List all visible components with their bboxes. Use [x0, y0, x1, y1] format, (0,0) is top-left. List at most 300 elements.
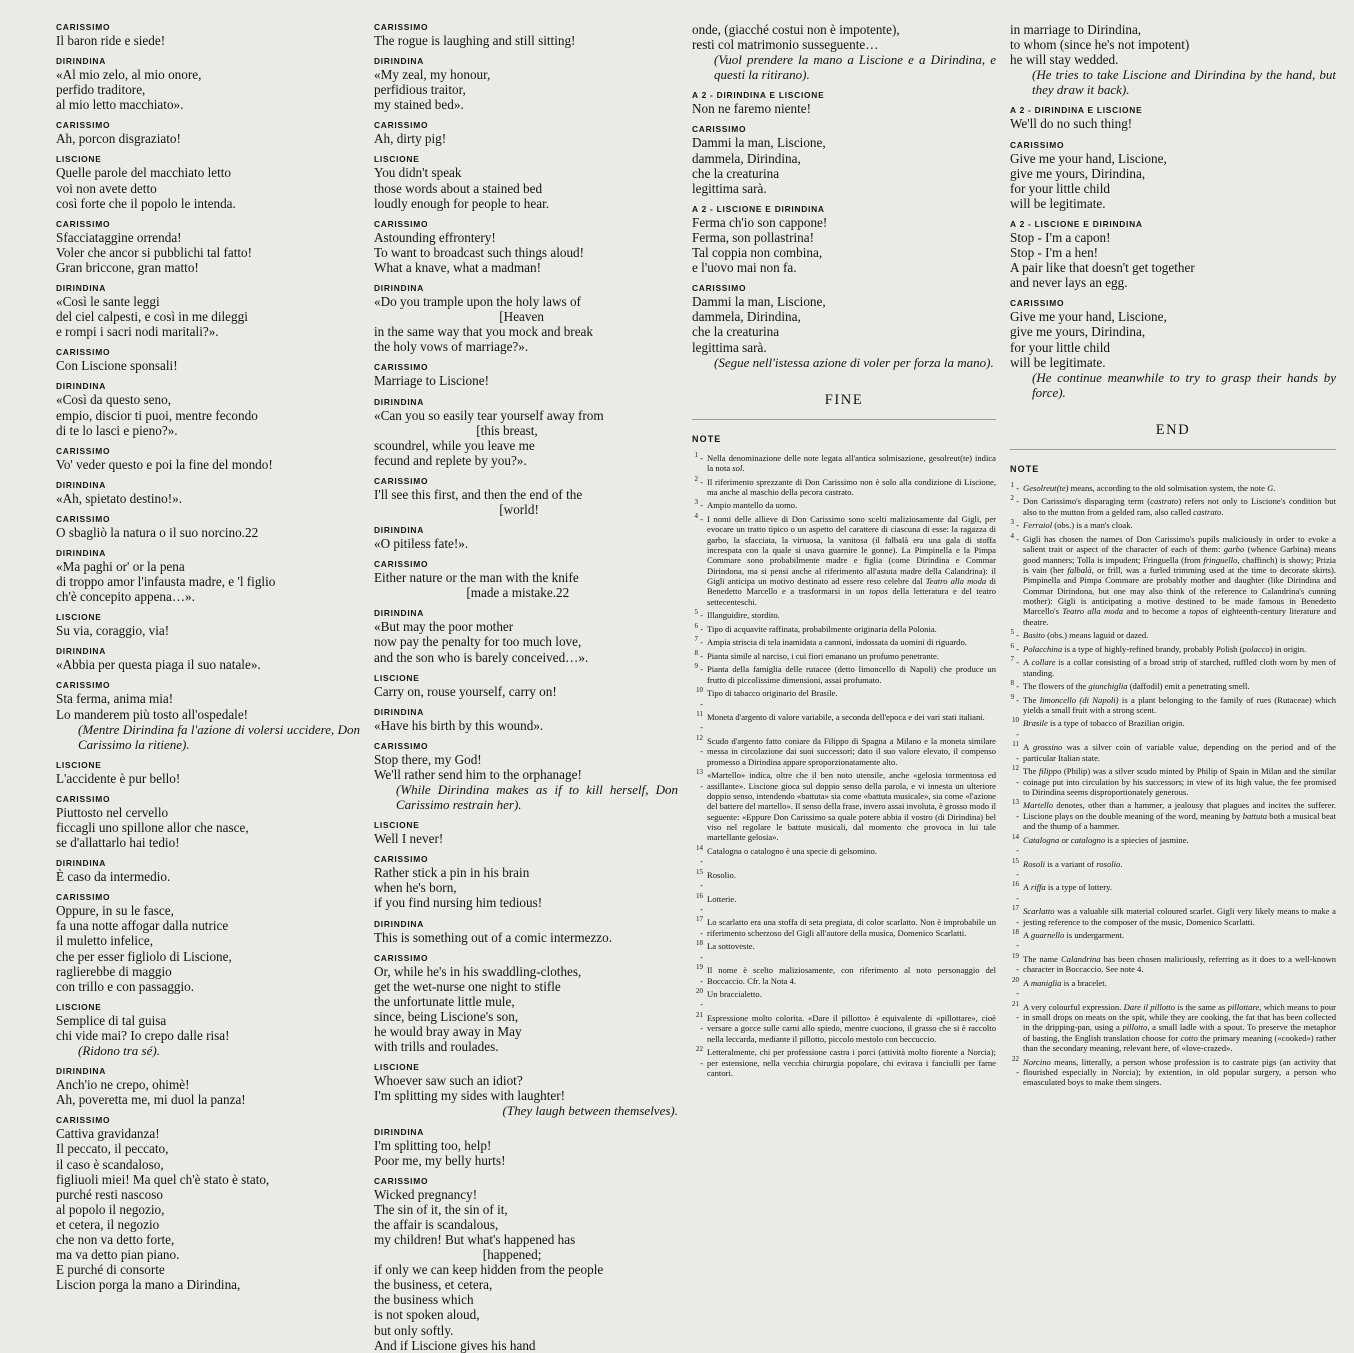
footnote-number: $^{15}$ -	[696, 867, 703, 891]
speech-block	[56, 381, 360, 437]
footnote-text: Pianta simile al narciso, i cui fiori emanano un profumo penetrante.	[707, 650, 939, 661]
footnote-text: Tipo di tabacco originario del Brasile.	[707, 688, 838, 699]
verse-line: empio, discior ti puoi, mentre fecondo	[56, 407, 258, 423]
speech-block	[374, 1062, 678, 1103]
footnote-number: $^{19}$ -	[1012, 952, 1019, 975]
verse-line: A pair like that doesn't get together	[1010, 260, 1195, 276]
verse-line: [world!	[374, 501, 539, 517]
verse-line: voi non avete detto	[56, 180, 157, 196]
verse-line: «O pitiless fate!».	[374, 536, 469, 552]
verse-line: Quelle parole del macchiato letto	[56, 165, 232, 181]
footnote-number: $^{20}$ -	[696, 987, 703, 1010]
footnote-item	[1010, 906, 1336, 927]
column-english-text	[374, 22, 692, 1353]
verse-line: since, being Liscione's son,	[374, 1008, 519, 1024]
speaker-label: CARISSIMO	[374, 22, 429, 32]
footnote-text: «Martello» indica, oltre che il ben noto utensile, anche «gelosia tormentosa ed assillante». Liscione gioca sul doppio senso della parola, e vi innesta un ulteriore doppio senso, intendendo «battuta» sia come «battuta musicale», sia come «l'azione del battere del martello». Il senso della frase, invero assai involuta, è grosso modo il seguente: «Eppure Don Carissimo sa quale potere abbia il vostro (di Dirindina) bel viso nel regolare le battute musicali, dal momento che provoca in lui tale martellante gelosia».	[707, 770, 997, 843]
footnote-number: $^3$ -	[1010, 518, 1019, 531]
footnote-item	[1010, 718, 1336, 739]
footnote-number: $^{18}$ -	[696, 939, 703, 962]
verse-line: di te lo lasci e pieno?».	[56, 422, 178, 438]
footnote-item	[1010, 930, 1336, 951]
verse-line: Sta ferma, anima mia!	[56, 691, 174, 707]
footnote-text: A very colourful expression. Dare il pillotto is the same as pillottare, which means to pour in small drops on meats on the spit, while they are cooking, the fat that has been collected in the dripping-pan, using a pillotto, a small ladle with a spout. To preserve the metaphor of basting, the English translation choose for cotto the primary meaning («cooked») rather than the secondary meaning, relevant here, of «love-crazed».	[1023, 1001, 1337, 1054]
speaker-label: DIRINDINA	[374, 56, 425, 67]
footnote-item	[1010, 882, 1336, 903]
speech-block	[692, 22, 996, 52]
stage-direction: (Mentre Dirindina fa l'azione di volersi uccidere, Don Carissimo la ritiene).	[78, 721, 364, 752]
footnote-number: $^{15}$ -	[1012, 856, 1019, 879]
footnote-text: Il riferimento sprezzante di Don Carissimo non è solo alla condizione di Liscione, ma anche al maschio della pecora castrato.	[707, 476, 996, 497]
footnote-number: $^{14}$ -	[1012, 832, 1019, 855]
footnote-number: $^8$ -	[1010, 679, 1019, 692]
footnote-item	[692, 941, 996, 962]
verse-line: Dammi la man, Liscione,	[692, 135, 826, 151]
footnote-item	[1010, 766, 1336, 797]
footnote-number: $^{21}$ -	[1012, 999, 1019, 1023]
footnote-text: Scarlatto was a valuable silk material coloured scarlet. Gigli very likely means to make a jesting reference to the composer of the music, Domenico Scarlatti.	[1023, 906, 1336, 927]
speaker-label: DIRINDINA	[56, 858, 107, 869]
verse-line: Poor me, my belly hurts!	[374, 1152, 506, 1168]
verse-line: Vo' veder questo e poi la fine del mondo!	[56, 456, 273, 472]
italian-notes-heading: NOTE	[692, 433, 722, 444]
footnote-number: $^{17}$ -	[1012, 904, 1019, 927]
speech-block	[374, 362, 678, 388]
verse-line: What a knave, what a madman!	[374, 259, 541, 275]
speaker-label: DIRINDINA	[374, 608, 425, 619]
verse-line: Anch'io ne crepo, ohimè!	[56, 1077, 190, 1093]
footnote-item	[1010, 1054, 1336, 1088]
footnote-number: $^{13}$ -	[696, 768, 703, 791]
verse-line: Wicked pregnancy!	[374, 1186, 478, 1202]
speaker-label: DIRINDINA	[56, 283, 107, 294]
verse-line: if only we can keep hidden from the people	[374, 1262, 604, 1278]
column-italian-text	[56, 22, 374, 1337]
footnote-item	[1010, 657, 1336, 678]
verse-line: e l'uovo mai non fa.	[692, 260, 797, 276]
verse-line: Carry on, rouse yourself, carry on!	[374, 683, 557, 699]
footnote-number: $^5$ -	[694, 608, 703, 621]
speaker-label: CARISSIMO	[374, 1175, 429, 1186]
footnote-item	[692, 637, 996, 647]
speech-block	[56, 892, 360, 994]
footnote-item	[1010, 999, 1337, 1054]
speaker-label: CARISSIMO	[374, 854, 429, 865]
footnote-text: Rosolio.	[707, 869, 736, 880]
footnote-text: Moneta d'argento di valore variabile, a seconda dell'epoca e dei vari stati italiani.	[707, 712, 985, 723]
speaker-label: DIRINDINA	[56, 547, 107, 558]
verse-line: Sfacciataggine orrenda!	[56, 229, 182, 245]
speech-block	[56, 646, 360, 672]
speech-block	[374, 820, 678, 846]
speaker-label: CARISSIMO	[374, 952, 429, 963]
footnote-text: The flowers of the giunchiglia (daffodil) emit a penetrating smell.	[1023, 681, 1250, 692]
verse-line: I'll see this first, and then the end of the	[374, 486, 583, 502]
verse-line: Ah, dirty pig!	[374, 131, 447, 147]
footnote-number: $^2$ -	[1010, 494, 1019, 507]
verse-line: Non ne faremo niente!	[692, 101, 812, 117]
verse-line: dammela, Dirindina,	[692, 150, 801, 166]
verse-line: Well I never!	[374, 831, 444, 847]
footnote-number: $^4$ -	[1010, 531, 1019, 544]
speech-block	[374, 120, 678, 146]
speaker-label: CARISSIMO	[374, 740, 429, 751]
speaker-label: CARISSIMO	[56, 445, 111, 456]
speech-block	[56, 858, 360, 884]
footnote-number: $^{20}$ -	[1012, 976, 1019, 999]
verse-line: will be legitimate.	[1010, 354, 1106, 370]
speaker-label: LISCIONE	[374, 154, 420, 165]
speaker-label: DIRINDINA	[374, 1126, 425, 1137]
speaker-label: DIRINDINA	[374, 525, 425, 536]
stage-direction-block	[1010, 369, 1340, 400]
verse-line: when he's born,	[374, 880, 457, 896]
verse-line: for your little child	[1010, 180, 1110, 196]
speaker-label: LISCIONE	[56, 154, 102, 165]
speech-block	[374, 919, 678, 945]
footnote-text: Catalogna or catalogno is a spiecies of jasmine.	[1023, 834, 1189, 845]
speech-block	[374, 559, 678, 600]
verse-line: di troppo amor l'infausta madre, e 'l figlio	[56, 574, 276, 590]
footnote-text: Rosoli is a variant of rosolio.	[1023, 858, 1123, 869]
footnote-text: Ampia striscia di tela inamidata a cannoni, indossata da uomini di riguardo.	[707, 637, 967, 648]
footnote-text: Scudo d'argento fatto coniare da Filippo di Spagna a Milano e la moneta similare messa in circolazione dai suoi successori; dato il suo valore elevato, il compenso promesso a Dirindina appare sproporzionatamente alto.	[707, 736, 996, 767]
speaker-label: CARISSIMO	[692, 124, 747, 135]
verse-line: et cetera, il negozio	[56, 1216, 160, 1232]
verse-line: I'm splitting too, help!	[374, 1137, 492, 1153]
footnote-text: Lotterie.	[707, 893, 737, 904]
speech-block	[1010, 298, 1336, 369]
verse-line: Ferma, son pollastrina!	[692, 229, 814, 245]
speech-block	[374, 56, 678, 112]
verse-line: This is something out of a comic intermezzo.	[374, 929, 613, 945]
stage-direction-block	[692, 355, 996, 370]
speech-block	[1010, 219, 1336, 290]
verse-line: Stop - I'm a hen!	[1010, 245, 1099, 261]
verse-line: così forte che il popolo le intenda.	[56, 195, 236, 211]
speaker-label: CARISSIMO	[56, 680, 111, 691]
verse-line: scoundrel, while you leave me	[374, 437, 535, 453]
speech-block	[374, 673, 678, 699]
footnote-number: $^9$ -	[694, 662, 703, 675]
verse-line: del ciel calpesti, e così in me dileggi	[56, 309, 248, 325]
footnote-number: $^{16}$ -	[696, 891, 703, 914]
speaker-label: CARISSIMO	[374, 362, 429, 373]
verse-line: «Ma paghi or' or la pena	[56, 558, 185, 574]
footnote-number: $^{21}$ -	[696, 1011, 703, 1034]
verse-line: legittima sarà.	[692, 180, 767, 196]
speaker-label: CARISSIMO	[56, 22, 111, 32]
verse-line: dammela, Dirindina,	[692, 309, 801, 325]
speech-block	[56, 760, 360, 786]
footnote-item	[1010, 520, 1336, 530]
footnote-text: Norcino means, litterally, a person whose profession is to castrate pigs (an activity that flourished especially in Norcia); by extention, in old popular surgery, a person who emasculated boys to make them singers.	[1023, 1056, 1336, 1088]
verse-line: Con Liscione sponsali!	[56, 358, 178, 374]
verse-line: Oppure, in su le fasce,	[56, 903, 174, 919]
footnote-text: The limoncello (di Napoli) is a plant belonging to the family of rues (Rutaceae) which yields a small fruit with a strong scent.	[1023, 694, 1336, 715]
stage-direction: (Ridono tra sé).	[78, 1043, 160, 1059]
verse-line: will be legitimate.	[1010, 195, 1106, 211]
english-dialogue	[374, 22, 682, 1353]
verse-line: «Così da questo seno,	[56, 392, 172, 408]
speaker-label: LISCIONE	[56, 612, 102, 623]
footnote-number: $^5$ -	[1010, 628, 1019, 641]
verse-line: [happened;	[374, 1247, 542, 1263]
verse-line: legittima sarà.	[692, 339, 767, 355]
footnote-text: Martello denotes, other than a hammer, a jealousy that plagues and incites the sufferer. Liscione plays on the double meaning of the word, meaning by battuta both a musical beat and the thump of a hammer.	[1023, 800, 1336, 832]
footnote-item	[1010, 954, 1336, 975]
english-notes-list	[1010, 483, 1336, 1088]
speaker-label: DIRINDINA	[374, 918, 425, 929]
speaker-label: CARISSIMO	[56, 793, 111, 804]
verse-line: fecund and replete by you?».	[374, 452, 527, 468]
verse-line: Marriage to Liscione!	[374, 373, 489, 389]
speech-block	[374, 741, 678, 782]
footnote-item	[692, 1047, 996, 1078]
footnote-number: $^{19}$ -	[696, 963, 703, 986]
footnote-item	[1010, 856, 1336, 880]
verse-line: my stained bed».	[374, 97, 464, 113]
verse-line: the business which	[374, 1292, 474, 1308]
stage-direction: (Vuol prendere la mano a Liscione e a Dirindina, e questi la ritirano).	[714, 52, 1000, 83]
verse-line: «Abbia per questa piaga il suo natale».	[56, 657, 261, 673]
footnote-number: $^{17}$ -	[696, 915, 703, 938]
speech-block	[374, 283, 678, 354]
footnote-text: Basito (obs.) means laguid or dazed.	[1023, 630, 1149, 641]
speaker-label: LISCIONE	[374, 820, 420, 831]
verse-line: The sin of it, the sin of it,	[374, 1201, 508, 1217]
footnote-number: $^{10}$ -	[696, 686, 703, 709]
verse-line: raglierebbe di maggio	[56, 963, 172, 979]
verse-line: but only softly.	[374, 1322, 454, 1338]
footnote-item	[692, 867, 996, 891]
footnote-item	[1010, 832, 1336, 856]
footnote-item	[1010, 630, 1336, 640]
speaker-label: A 2 - DIRINDINA E LISCIONE	[1010, 105, 1143, 116]
verse-line: perfido traditore,	[56, 82, 146, 98]
stage-direction: (While Dirindina makes as if to kill herself, Don Carissimo restrain her).	[396, 782, 682, 813]
footnote-text: Brasile is a type of tobacco of Brazilian origin.	[1023, 718, 1185, 729]
footnote-text: A guarnello is undergarment.	[1023, 930, 1125, 941]
speech-block	[56, 514, 360, 540]
speech-block	[374, 1176, 678, 1353]
verse-line: is not spoken aloud,	[374, 1307, 480, 1323]
speech-block	[692, 204, 996, 275]
footnote-item	[692, 965, 996, 986]
footnote-item	[1010, 692, 1336, 716]
speaker-label: CARISSIMO	[1010, 139, 1065, 150]
verse-line: Ah, poveretta me, mi duol la panza!	[56, 1092, 246, 1108]
footnote-number: $^9$ -	[1010, 692, 1019, 705]
verse-line: «Al mio zelo, al mio onore,	[56, 67, 202, 83]
verse-line: for your little child	[1010, 339, 1110, 355]
speech-block	[374, 397, 678, 468]
footnote-number: $^{16}$ -	[1012, 880, 1019, 903]
verse-line: «Ah, spietato destino!».	[56, 490, 182, 506]
footnote-item	[692, 989, 996, 1010]
verse-line: those words about a stained bed	[374, 180, 543, 196]
speech-block	[56, 283, 360, 339]
footnote-number: $^1$ -	[1010, 481, 1019, 493]
speech-block	[56, 1066, 360, 1107]
verse-line: Stop there, my God!	[374, 751, 482, 767]
speech-block	[56, 347, 360, 373]
footnote-text: Nella denominazione delle note legata all'antica solmisazione, gesolreut(te) indica la nota sol.	[707, 452, 996, 474]
verse-line: Lo manderem più tosto all'ospedale!	[56, 706, 249, 722]
speech-block	[374, 1127, 678, 1168]
speaker-label: DIRINDINA	[56, 56, 107, 67]
footnote-item	[692, 450, 996, 474]
speaker-label: LISCIONE	[56, 1001, 102, 1012]
speaker-label: CARISSIMO	[374, 475, 429, 486]
verse-line: The rogue is laughing and still sitting!	[374, 33, 576, 48]
speaker-label: CARISSIMO	[374, 218, 429, 229]
speech-block	[1010, 105, 1336, 131]
footnote-item	[692, 917, 996, 938]
speech-block	[1010, 22, 1336, 67]
verse-line: and the son who is barely conceived…».	[374, 649, 589, 665]
verse-line: Liscion porga la mano a Dirindina,	[56, 1277, 241, 1293]
footnote-number: $^4$ -	[694, 512, 703, 524]
speech-block	[56, 22, 360, 48]
footnote-text: The filippo (Philip) was a silver scudo minted by Philip of Spain in Milan and the similar coinage put into circulation by his successors; in view of its high value, the fee promised to Dirindina seems disproportionately generous.	[1023, 766, 1336, 797]
footnote-number: $^6$ -	[1010, 641, 1019, 654]
column-italian-notes	[692, 22, 1010, 1337]
verse-line: Ferma ch'io son cappone!	[692, 214, 828, 230]
footnote-text: Tipo di acquavite raffinata, probabilmente originaria della Polonia.	[707, 623, 937, 634]
verse-line: «My zeal, my honour,	[374, 67, 491, 83]
footnote-item	[1010, 496, 1336, 517]
verse-line: my children! But what's happened has	[374, 1231, 576, 1247]
speech-block	[374, 154, 678, 210]
footnote-item	[692, 621, 996, 634]
footnote-item	[692, 843, 996, 867]
speaker-label: DIRINDINA	[374, 706, 425, 717]
footnote-item	[692, 688, 996, 709]
footnote-item	[1010, 483, 1336, 493]
footnote-item	[692, 664, 996, 685]
footnote-text: A riffa is a type of lottery.	[1023, 882, 1112, 893]
footnote-item	[692, 736, 996, 767]
footnote-number: $^{12}$ -	[696, 734, 703, 757]
footnote-text: A grossino was a silver coin of variable value, depending on the period and of the particular Italian state.	[1023, 742, 1336, 763]
verse-line: Ah, porcon disgraziato!	[56, 131, 181, 147]
speech-block	[374, 608, 678, 664]
footnote-text: Ferraiol (obs.) is a man's cloak.	[1023, 520, 1133, 531]
stage-direction-block	[56, 721, 364, 752]
verse-line: Dammi la man, Liscione,	[692, 294, 826, 310]
footnote-text: La sottoveste.	[707, 941, 755, 952]
footnote-item	[692, 648, 996, 661]
italian-end-word: FINE	[824, 391, 864, 408]
italian-dialogue	[56, 22, 364, 1293]
footnote-number: $^{22}$ -	[696, 1045, 703, 1068]
speech-block	[56, 548, 360, 604]
speaker-label: A 2 - LISCIONE E DIRINDINA	[1010, 218, 1143, 229]
verse-line: the holy vows of marriage?».	[374, 339, 529, 355]
verse-line: I'm splitting my sides with laughter!	[374, 1088, 566, 1104]
verse-line: che non va detto forte,	[56, 1231, 175, 1247]
verse-line: [this breast,	[374, 422, 538, 438]
footnote-item	[1010, 800, 1336, 831]
speech-block	[692, 283, 996, 354]
verse-line: chi vide mai? Io crepo dalle risa!	[56, 1027, 230, 1043]
footnote-text: Illanguidire, stordito.	[707, 610, 780, 621]
footnote-item	[1010, 681, 1336, 691]
footnote-text: A collare is a collar consisting of a broad strip of starched, ruffled cloth worn by men of standing.	[1023, 657, 1336, 678]
footnote-number: $^{10}$ -	[1012, 716, 1019, 739]
verse-line: give me yours, Dirindina,	[1010, 324, 1146, 340]
footnote-item	[692, 770, 996, 842]
verse-line: al mio letto macchiato».	[56, 97, 184, 113]
verse-line: Whoever saw such an idiot?	[374, 1073, 523, 1089]
footnote-number: $^{22}$ -	[1012, 1054, 1019, 1077]
speaker-label: CARISSIMO	[56, 892, 111, 903]
speech-block	[56, 612, 360, 638]
verse-line: Su via, coraggio, via!	[56, 623, 170, 639]
footnote-item	[692, 891, 996, 915]
stage-direction: (Segue nell'istessa azione di voler per forza la mano).	[714, 354, 994, 370]
speech-block	[692, 124, 996, 195]
verse-line: the business, et cetera,	[374, 1277, 493, 1293]
verse-line: We'll do no such thing!	[1010, 116, 1133, 132]
verse-line: se d'allattarlo hai tedio!	[56, 835, 180, 851]
verse-line: O sbagliò la natura o il suo norcino.22	[56, 524, 259, 540]
speech-block	[374, 476, 678, 517]
verse-line: con trillo e con passaggio.	[56, 978, 195, 994]
italian-notes-list	[692, 450, 997, 1079]
footnote-item	[1010, 641, 1336, 654]
footnote-number: $^7$ -	[1010, 655, 1019, 668]
verse-line: And if Liscione gives his hand	[374, 1337, 536, 1353]
speech-block	[374, 525, 678, 551]
footnote-text: The name Calandrina has been chosen maliciously, referring as it does to a well-known character in Boccaccio. See note 4.	[1023, 954, 1336, 975]
speech-block	[374, 219, 678, 275]
speaker-label: DIRINDINA	[56, 479, 107, 490]
footnote-number: $^6$ -	[694, 621, 703, 634]
footnote-item	[1010, 742, 1336, 763]
stage-direction-block	[1010, 67, 1340, 98]
verse-line: «Have his birth by this wound».	[374, 717, 544, 733]
verse-line: Tal coppia non combina,	[692, 245, 823, 261]
footnote-number: $^3$ -	[694, 498, 703, 511]
stage-direction-block	[374, 782, 682, 813]
speech-block	[374, 854, 678, 910]
stage-direction-block	[56, 1043, 360, 1058]
verse-line: he would bray away in May	[374, 1024, 522, 1040]
footnote-text: Gigli has chosen the names of Don Carissimo's pupils maliciously in order to evoke a salient trait or aspect of the character of each of them: garbo (whence Garbina) means good manners; Tolla is impudent; Fringuella (from fringuello, chaffinch) is showy; Prizia is vain (her falbalà, or frill, was a furled trimming used at the time to decorate skirts). Pimpinella and Pimpa Commare are probably mother and daughter (like Dirindina and Commar Dirindona, but one may also think of the reference to Calandrina's cunning mother): Gigli is anticipating a motive destined to be made famous in Benedetto Marcello's Teatro alla moda and to become a topos of eighteenth-century literature and theatre.	[1023, 533, 1337, 627]
footnote-number: $^{11}$ -	[1012, 740, 1019, 763]
verse-line: to whom (since he's not impotent)	[1010, 37, 1190, 53]
stage-direction-block	[692, 52, 1000, 83]
footnote-text: A maniglia is a bracelet.	[1023, 977, 1107, 988]
verse-line: the affair is scandalous,	[374, 1216, 499, 1232]
speech-block	[692, 90, 996, 116]
speech-block	[56, 1002, 360, 1043]
speaker-label: CARISSIMO	[374, 120, 429, 131]
stage-direction: (He tries to take Liscione and Dirindina by the hand, but they draw it back).	[1032, 67, 1340, 98]
english-dialogue-end	[1010, 22, 1340, 400]
verse-line: [Heaven	[374, 309, 544, 325]
stage-direction: (They laugh between themselves).	[502, 1103, 678, 1119]
verse-line: L'accidente è pur bello!	[56, 770, 181, 786]
footnote-text: I nomi delle allieve di Don Carissimo sono scelti maliziosamente dal Gigli, per evocare un tratto tipico o un aspetto del carattere di ciascuna di esse: la ragazza di garbo, la sfacciata, la virtuosa, la vanitosa (il falbalà era una gala di stoffa increspata con la quale si usava guarnire le gonne). La Pimpinella e la Pimpa Commare sono probabilmente madre e figlia (come Dirindina e Commar Dirindona, ma si pensi anche al riferimento all'astuta madre della Calandrina): il Gigli anticipa un motivo destinato ad essere reso celebre dal Teatro alla moda di Benedetto Marcello e a trasformarsi in un topos della letteratura e del teatro settecenteschi.	[707, 513, 997, 607]
speaker-label: DIRINDINA	[374, 283, 425, 294]
italian-dialogue-end	[692, 22, 1000, 370]
speaker-label: DIRINDINA	[56, 1066, 107, 1077]
verse-line: il muletto infelice,	[56, 933, 154, 949]
footnote-text: Don Carissimo's disparaging term (castrato) refers not only to Liscione's condition but also to the mutton from a gelded ram, also called castrato.	[1023, 496, 1336, 517]
